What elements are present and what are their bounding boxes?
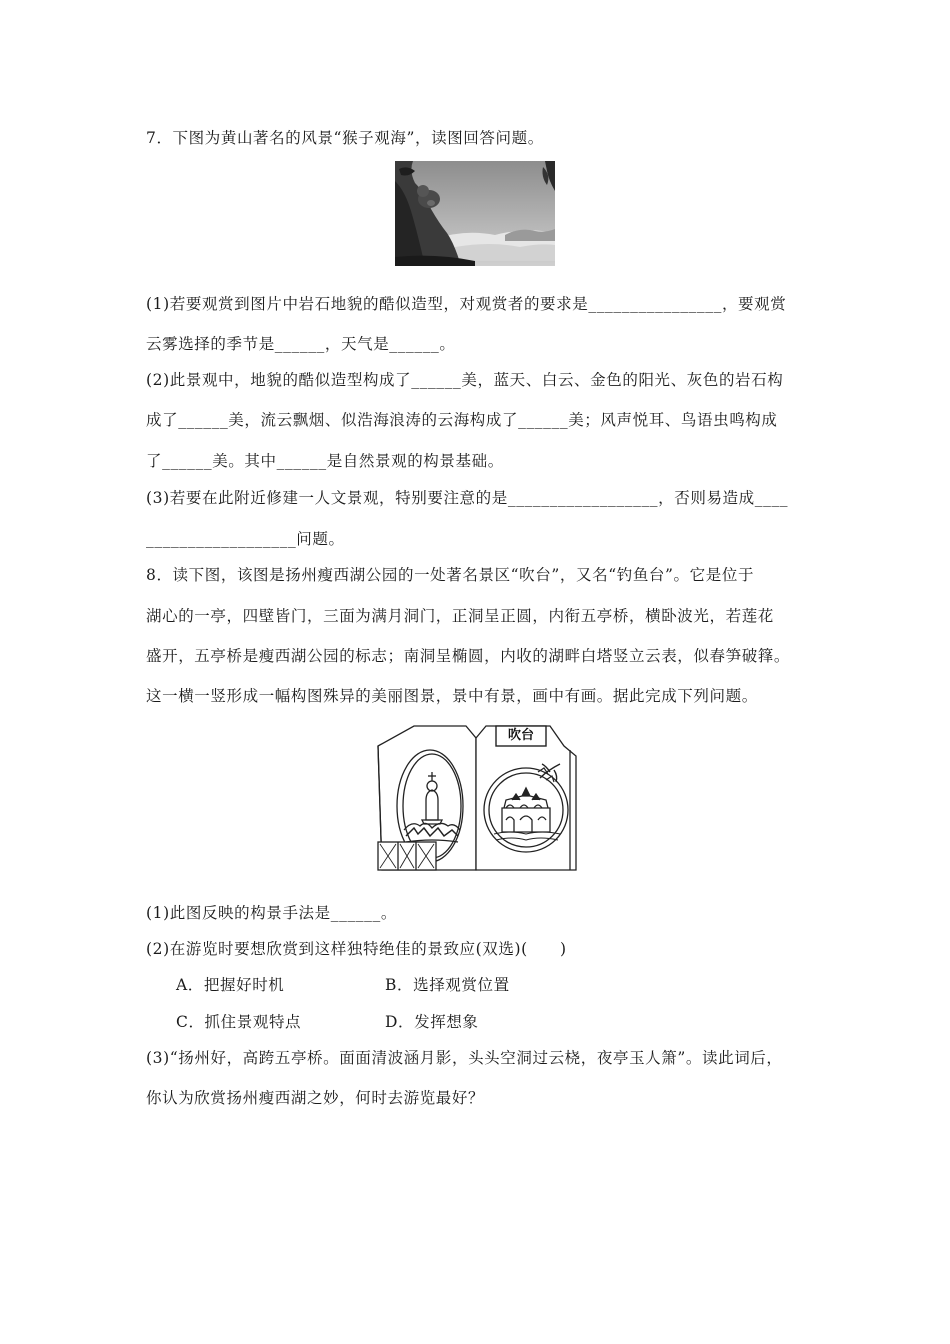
chuitai-sign-label: 吹台	[507, 728, 534, 743]
q7-part3-line2: __________________问题。	[146, 530, 345, 548]
q8-stem-line3: 盛开，五亭桥是瘦西湖公园的标志；南洞呈椭圆，内收的湖畔白塔竖立云表，似春笋破箨。	[146, 647, 791, 665]
q7-part2-line2: 成了______美，流云飘烟、似浩海浪涛的云海构成了______美；风声悦耳、鸟语虫鸣构成	[146, 411, 778, 429]
q8-stem-line4: 这一横一竖形成一幅构图殊异的美丽图景，景中有景，画中有画。据此完成下列问题。	[146, 687, 758, 705]
q8-option-d: D．发挥想象	[385, 1013, 479, 1031]
q8-option-a: A．把握好时机	[176, 976, 285, 994]
q7-part2-line1: (2)此景观中，地貌的酷似造型构成了______美，蓝天、白云、金色的阳光、灰色的岩石构	[146, 371, 784, 389]
q8-part3-line1: (3)“扬州好，高跨五亭桥。面面清波涵月影，头头空洞过云桡，夜亭玉人箫”。读此词后，	[146, 1049, 783, 1067]
q8-option-c: C．抓住景观特点	[176, 1013, 302, 1031]
q7-part1-line2: 云雾选择的季节是______，天气是______。	[146, 335, 456, 353]
q7-part3-line1: (3)若要在此附近修建一人文景观，特别要注意的是__________________，否则易造成____	[146, 489, 789, 507]
chuitai-pavilion-figure	[374, 724, 580, 874]
monkey-watching-sea-photo	[395, 161, 555, 266]
q7-stem: 7．下图为黄山著名的风景“猴子观海”，读图回答问题。	[146, 129, 544, 147]
q7-part2-line3: 了______美。其中______是自然景观的构景基础。	[146, 452, 504, 470]
q8-stem-line1: 8．读下图，该图是扬州瘦西湖公园的一处著名景区“吹台”，又名“钓鱼台”。它是位于	[146, 566, 755, 584]
q8-part2: (2)在游览时要想欣赏到这样独特绝佳的景致应(双选)( )	[146, 940, 567, 958]
q8-part1: (1)此图反映的构景手法是______。	[146, 904, 397, 922]
q8-stem-line2: 湖心的一亭，四壁皆门，三面为满月洞门，正洞呈正圆，内衔五亭桥，横卧波光，若莲花	[146, 607, 774, 625]
q8-part3-line2: 你认为欣赏扬州瘦西湖之妙，何时去游览最好？	[146, 1089, 485, 1107]
q7-part1-line1: (1)若要观赏到图片中岩石地貌的酷似造型，对观赏者的要求是________________，要观赏	[146, 295, 787, 313]
q8-option-b: B．选择观赏位置	[385, 976, 510, 994]
